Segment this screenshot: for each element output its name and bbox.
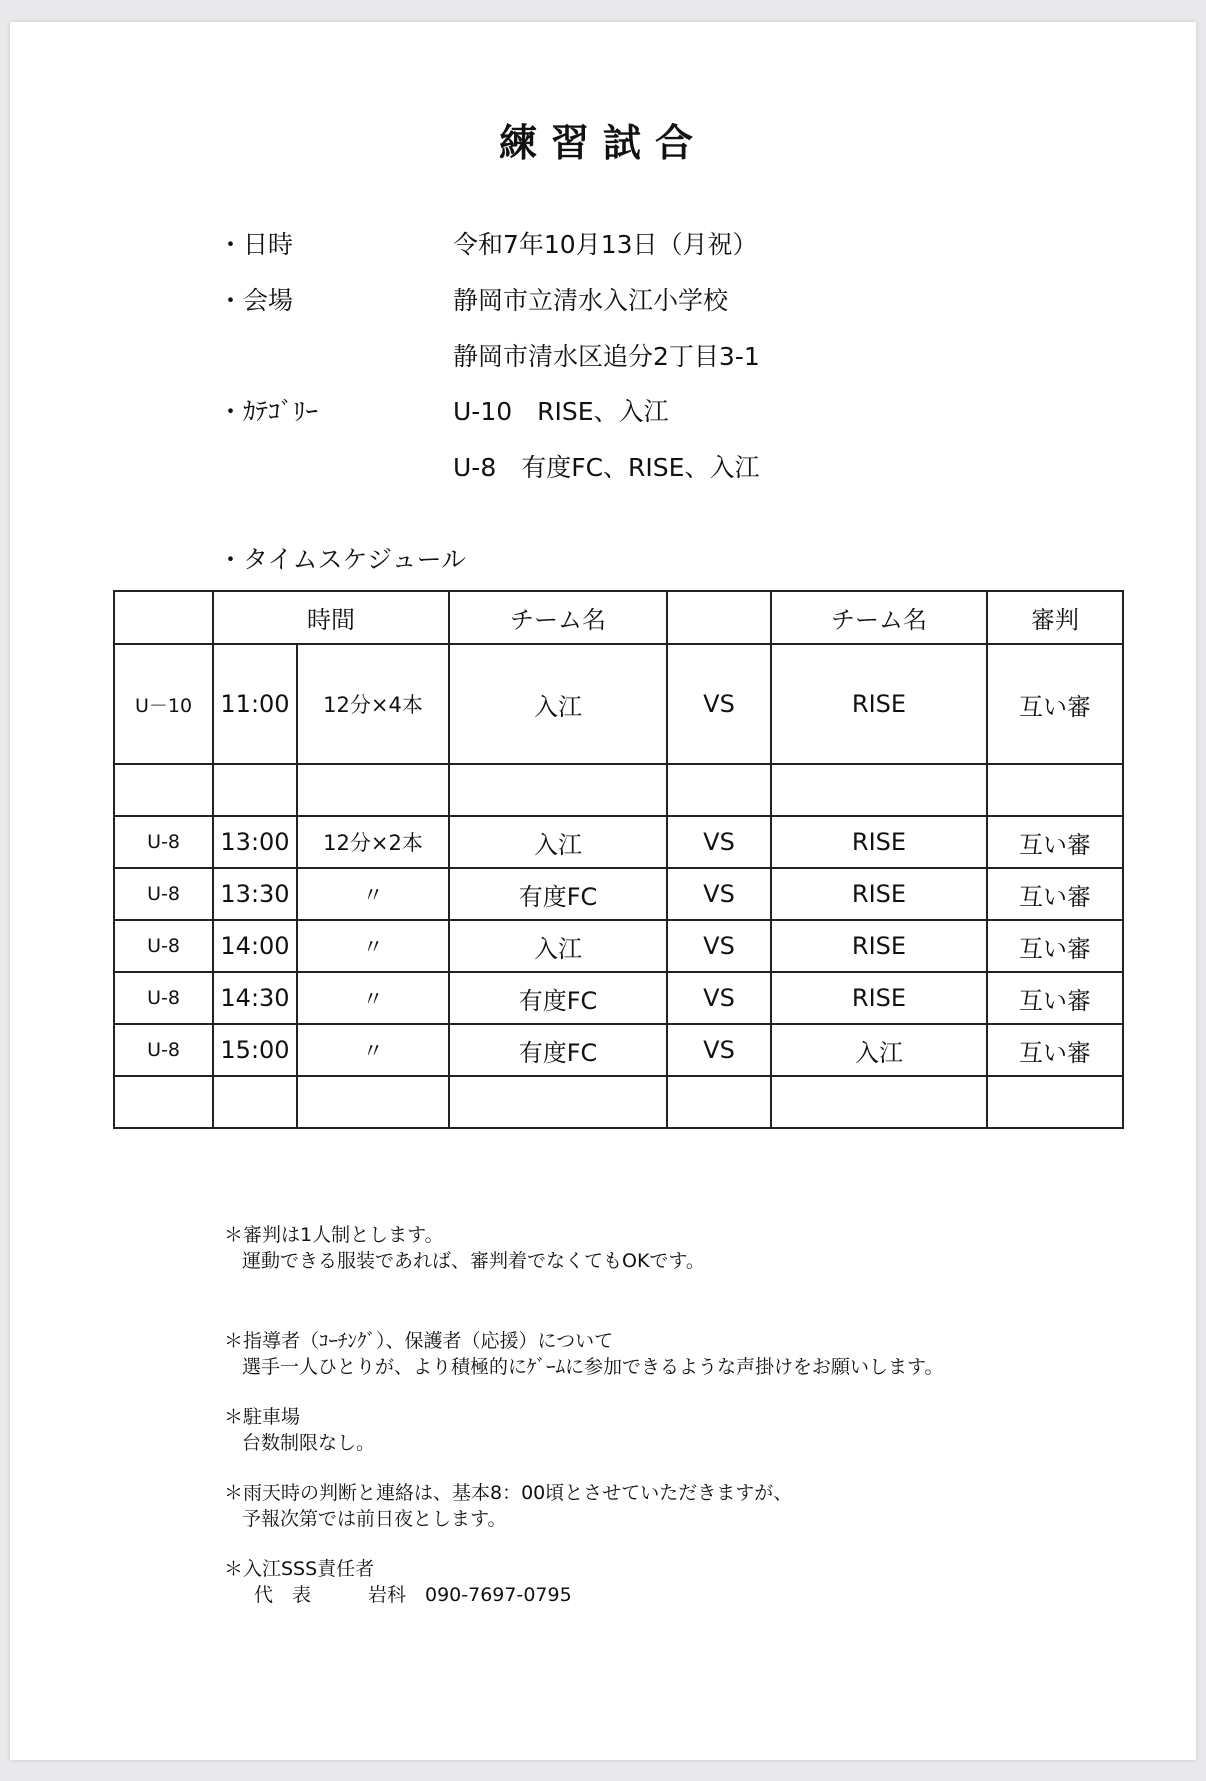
cell-category: U-8	[114, 868, 213, 920]
cell-referee: 互い審	[987, 644, 1123, 764]
cell-time	[213, 1076, 297, 1128]
cell-team2	[771, 764, 987, 816]
note-rain-line1: ＊雨天時の判断と連絡は、基本8：00頃とさせていただきますが、	[224, 1482, 793, 1504]
info-label-category: ・ｶﾃｺﾞﾘｰ	[218, 397, 319, 426]
cell-team2: RISE	[771, 972, 987, 1024]
note-rain	[224, 1480, 943, 1532]
cell-vs: VS	[667, 972, 771, 1024]
table-row	[114, 764, 1123, 816]
cell-category: U-8	[114, 972, 213, 1024]
cell-duration: 〃	[297, 1024, 449, 1076]
cell-referee: 互い審	[987, 816, 1123, 868]
note-coaching-line1: ＊指導者（ｺｰﾁﾝｸﾞ）、保護者（応援）について	[224, 1330, 614, 1352]
cell-vs: VS	[667, 816, 771, 868]
cell-time	[213, 764, 297, 816]
table-row	[114, 1024, 1123, 1076]
cell-vs: VS	[667, 920, 771, 972]
cell-team1: 有度FC	[449, 972, 667, 1024]
cell-category: U－10	[114, 644, 213, 764]
header-team2: チーム名	[771, 591, 987, 644]
cell-time: 14:00	[213, 920, 297, 972]
table-row	[114, 972, 1123, 1024]
info-value-address: 静岡市清水区追分2丁目3-1	[453, 342, 760, 371]
cell-duration: 12分×2本	[297, 816, 449, 868]
note-referee	[224, 1222, 943, 1274]
cell-referee: 互い審	[987, 1024, 1123, 1076]
cell-referee: 互い審	[987, 920, 1123, 972]
cell-time: 13:30	[213, 868, 297, 920]
cell-vs	[667, 1076, 771, 1128]
note-parking	[224, 1404, 943, 1456]
header-category	[114, 591, 213, 644]
cell-category	[114, 1076, 213, 1128]
info-value-date: 令和7年10月13日（月祝）	[453, 230, 758, 259]
cell-team2: 入江	[771, 1024, 987, 1076]
schedule-heading: ・タイムスケジュール	[218, 545, 467, 574]
cell-team2: RISE	[771, 644, 987, 764]
cell-time: 11:00	[213, 644, 297, 764]
header-team1: チーム名	[449, 591, 667, 644]
cell-referee: 互い審	[987, 868, 1123, 920]
cell-duration: 〃	[297, 972, 449, 1024]
cell-team2	[771, 1076, 987, 1128]
cell-team1: 入江	[449, 816, 667, 868]
cell-vs: VS	[667, 1024, 771, 1076]
note-parking-line2: 台数制限なし。	[242, 1432, 376, 1454]
cell-team1: 入江	[449, 920, 667, 972]
cell-duration	[297, 764, 449, 816]
note-referee-line1: ＊審判は1人制とします。	[224, 1224, 444, 1246]
cell-team1: 入江	[449, 644, 667, 764]
cell-category: U-8	[114, 816, 213, 868]
table-row	[114, 816, 1123, 868]
note-coaching-line2: 選手一人ひとりが、より積極的にｹﾞｰﾑに参加できるような声掛けをお願いします。	[242, 1356, 944, 1378]
info-label-venue: ・会場	[218, 286, 294, 315]
cell-duration: 〃	[297, 868, 449, 920]
header-time: 時間	[213, 591, 449, 644]
cell-time: 14:30	[213, 972, 297, 1024]
cell-vs: VS	[667, 644, 771, 764]
cell-duration: 〃	[297, 920, 449, 972]
cell-time: 13:00	[213, 816, 297, 868]
info-value-category-u10: U-10 RISE、入江	[453, 397, 669, 426]
table-row	[114, 868, 1123, 920]
table-row	[114, 1076, 1123, 1128]
table-row	[114, 644, 1123, 764]
cell-referee	[987, 764, 1123, 816]
info-value-category-u8: U-8 有度FC、RISE、入江	[453, 453, 760, 482]
cell-vs	[667, 764, 771, 816]
note-referee-line2: 運動できる服装であれば、審判着でなくてもOKです。	[242, 1250, 705, 1272]
cell-team1: 有度FC	[449, 1024, 667, 1076]
note-contact	[224, 1556, 943, 1608]
info-value-venue: 静岡市立清水入江小学校	[453, 286, 729, 315]
cell-team1: 有度FC	[449, 868, 667, 920]
cell-team1	[449, 764, 667, 816]
page-title: 練習試合	[498, 121, 707, 165]
cell-category: U-8	[114, 1024, 213, 1076]
cell-referee	[987, 1076, 1123, 1128]
cell-duration: 12分×4本	[297, 644, 449, 764]
note-rain-line2: 予報次第では前日夜とします。	[242, 1508, 507, 1530]
info-label-date: ・日時	[218, 230, 294, 259]
note-parking-line1: ＊駐車場	[224, 1406, 301, 1428]
cell-time: 15:00	[213, 1024, 297, 1076]
cell-team1	[449, 1076, 667, 1128]
schedule-table	[113, 590, 1124, 1129]
note-coaching	[224, 1328, 943, 1380]
cell-vs: VS	[667, 868, 771, 920]
table-header-row	[114, 591, 1123, 644]
note-contact-line2: 代 表 岩科 090-7697-0795	[254, 1584, 572, 1606]
header-vs	[667, 591, 771, 644]
cell-referee: 互い審	[987, 972, 1123, 1024]
cell-category: U-8	[114, 920, 213, 972]
table-row	[114, 920, 1123, 972]
cell-duration	[297, 1076, 449, 1128]
cell-team2: RISE	[771, 868, 987, 920]
header-referee: 審判	[987, 591, 1123, 644]
document-page	[10, 22, 1196, 1760]
cell-team2: RISE	[771, 816, 987, 868]
cell-category	[114, 764, 213, 816]
notes-section	[224, 1222, 943, 1632]
note-contact-line1: ＊入江SSS責任者	[224, 1558, 375, 1580]
cell-team2: RISE	[771, 920, 987, 972]
